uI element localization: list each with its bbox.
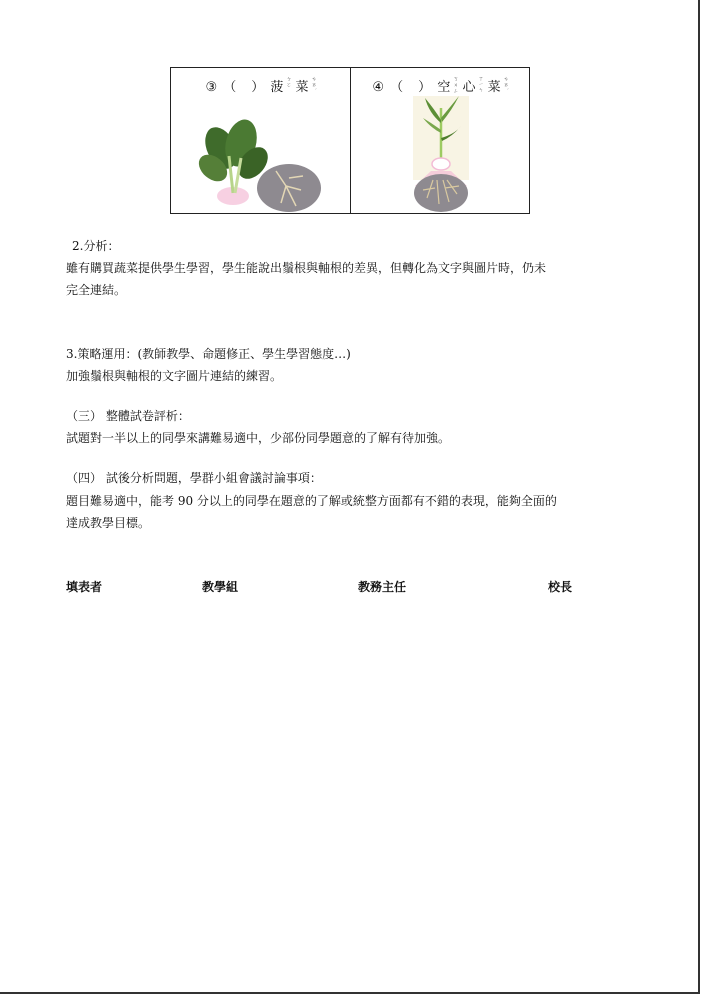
spinach-cell (171, 68, 350, 213)
zhuyin: ㄘㄞˋ (502, 76, 509, 92)
signature-principal: 校長 (548, 580, 573, 594)
zhuyin: ㄒㄧㄣ (477, 76, 484, 93)
section-3-line: 加強鬚根與軸根的文字圖片連結的練習。 (66, 369, 283, 383)
signature-teaching-group: 教學組 (202, 580, 239, 594)
plant-name-char: 菠 (270, 80, 285, 95)
plant-name-char: 空 (437, 80, 452, 95)
pink-bulb-shape (432, 158, 450, 170)
zhuyin: ㄎㄨㄥ (452, 76, 459, 94)
plant-name-char: 心 (462, 80, 477, 95)
plant-name-char: 菜 (295, 80, 310, 95)
section-overall-heading: （三） 整體試卷評析： (66, 409, 190, 423)
section-2-line: 雖有購買蔬菜提供學生學習，學生能說出鬚根與軸根的差異，但轉化為文字與圖片時，仍未 (66, 261, 547, 275)
signature-filler: 填表者 (66, 580, 103, 594)
section-discussion-line: 達成教學目標。 (66, 516, 151, 530)
zhuyin: ㄅㄛ (285, 76, 292, 88)
item-number: ③ (205, 80, 219, 95)
root-bubble (414, 174, 468, 212)
answer-blank: （ ） (390, 80, 433, 95)
section-2-heading: 2.分析： (72, 239, 120, 253)
section-discussion-line: 題目難易適中，能考 90 分以上的同學在題意的了解或統整方面都有不錯的表現，能夠全面的 (66, 494, 557, 508)
section-discussion-heading: （四） 試後分析問題，學群小組會議討論事項： (66, 471, 322, 485)
section-3-heading: 3.策略運用：(教師教學、命題修正、學生學習態度…) (66, 347, 351, 361)
item-number: ④ (372, 80, 386, 95)
root-bubble (257, 164, 321, 212)
spinach-caption (171, 76, 350, 95)
signature-director: 教務主任 (358, 580, 407, 594)
answer-blank: （ ） (223, 80, 266, 95)
section-2-line: 完全連結。 (66, 283, 127, 297)
plant-name-char: 菜 (487, 80, 502, 95)
water-spinach-cell (350, 68, 529, 213)
water-spinach-caption (351, 76, 529, 95)
section-overall-line: 試題對一半以上的同學來講難易適中，少部份同學題意的了解有待加強。 (66, 431, 451, 445)
zhuyin: ㄘㄞˋ (310, 76, 317, 92)
plant-image-table (170, 67, 530, 214)
